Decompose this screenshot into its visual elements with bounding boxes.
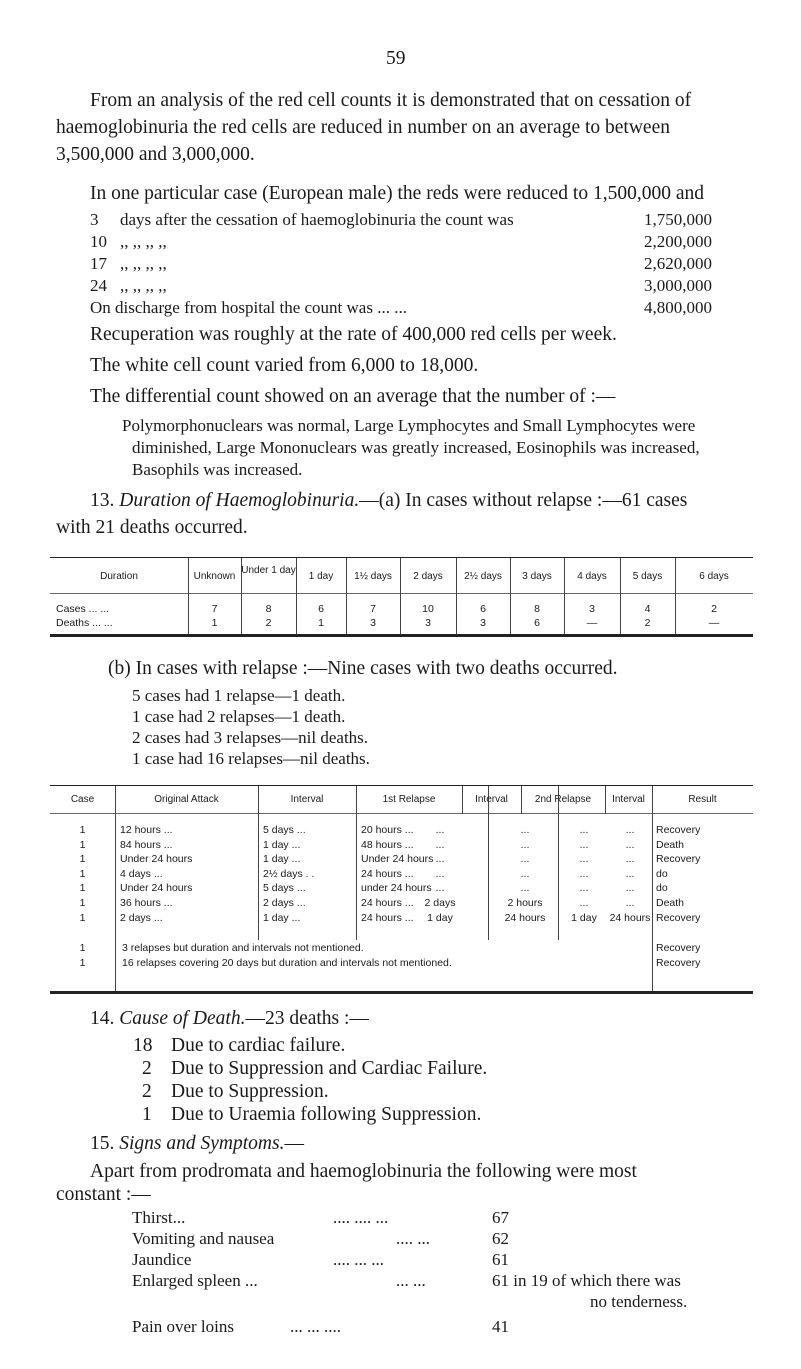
table2-cell: Under 24 hours (361, 853, 434, 866)
table2-cell: 1 day ... (263, 853, 301, 866)
case-row-value: 2,620,000 (644, 254, 712, 273)
table2-note: 16 relapses covering 20 days but duration and intervals not mentioned. (122, 956, 452, 969)
section-15-rest: — (284, 1133, 304, 1154)
table1-cell: 2 (265, 617, 272, 629)
table2-cell: ... (520, 853, 530, 866)
table2-cell: under 24 hours (361, 882, 432, 895)
symptom-value: 61 in 19 of which there was (492, 1271, 681, 1290)
table2-cell: Recovery (656, 824, 701, 836)
table2-cell: Under 24 hours (120, 853, 193, 866)
table2-cell: ... (579, 838, 589, 851)
table2-cell: 5 days ... (263, 882, 306, 895)
table2-header: Result (688, 794, 717, 805)
section-13-heading (90, 490, 687, 512)
symptom-label: Enlarged spleen ... (132, 1271, 258, 1290)
page-number: 59 (386, 48, 406, 69)
table2-cell: Death (656, 897, 685, 909)
symptom-label: Jaundice (132, 1250, 192, 1269)
table2-cell: 1 day ... (263, 838, 301, 851)
table2-cell: 1 (79, 911, 86, 924)
table1-cell: 6 (318, 603, 324, 615)
table2-header: Original Attack (154, 794, 219, 805)
table2-cell: Recovery (656, 942, 701, 954)
table2-cell: 4 days ... (120, 867, 163, 880)
table1-header: Under 1 day (241, 565, 296, 576)
table2-cell: Recovery (656, 853, 701, 866)
table1-cell: 1 (318, 617, 324, 629)
case-row-day: 3 (90, 210, 99, 229)
table1-header: 5 days (632, 571, 663, 582)
table2-cell: ... (579, 882, 589, 895)
table1-header-duration: Duration (100, 571, 138, 582)
section-15-line-2: constant :— (56, 1184, 151, 1205)
section-15-number: 15. (90, 1133, 115, 1154)
table2-cell: 1 (79, 956, 86, 969)
case-row-value: 3,000,000 (644, 276, 712, 295)
table2-cell: ... (435, 838, 445, 851)
table1-cell: 8 (265, 603, 272, 615)
intro-line-1: From an analysis of the red cell counts it is demonstrated that on cessation of (90, 90, 692, 111)
table1-row-label-deaths: Deaths ... ... (56, 617, 113, 629)
table2-cell: 2 hours (507, 897, 543, 909)
table1-cell: 7 (370, 603, 376, 615)
table1-cell: 3 (480, 617, 486, 629)
relapse-item: 1 case had 16 relapses—nil deaths. (132, 749, 370, 768)
table2-cell: 36 hours ... (120, 897, 173, 909)
table1-header: 4 days (577, 571, 607, 582)
symptom-value: 67 (492, 1208, 509, 1227)
table1-cell: 3 (589, 603, 595, 615)
table2-cell: ... (579, 867, 589, 880)
case-discharge-text: On discharge from hospital the count was ... ... (90, 298, 407, 317)
table1-cell: 6 (480, 603, 486, 615)
section-14-heading (90, 1008, 369, 1030)
symptom-dots: .... .... ... (333, 1208, 389, 1227)
section-15-line-1: Apart from prodromata and haemoglobinuria the following were most (90, 1161, 637, 1182)
table1-cell: 7 (211, 603, 218, 615)
table2-cell: 84 hours ... (120, 838, 173, 851)
table2-cell: 2½ days . . (263, 867, 315, 880)
symptom-label: Vomiting and nausea (132, 1229, 275, 1248)
section-13-rest: —(a) In cases without relapse :—61 cases (359, 490, 688, 511)
table2-cell: 24 hours (504, 911, 546, 924)
table2-header: Interval (612, 794, 645, 805)
table2-cell: Death (656, 838, 685, 851)
table2-cell: 1 (79, 882, 86, 895)
table1-header: 3 days (522, 571, 552, 582)
table2-cell: ... (625, 853, 635, 866)
table2-cell: 1 (79, 824, 86, 836)
table2-cell: ... (579, 897, 589, 909)
poly-line-2: diminished, Large Mononuclears was greatly increased, Eosinophils was increased, (132, 438, 700, 457)
table2-cell: ... (625, 824, 635, 836)
white-cell-text: The white cell count varied from 6,000 to 18,000. (90, 355, 479, 376)
table2-cell: 24 hours ... (361, 897, 414, 909)
table2-header-case: Case (70, 794, 95, 805)
table1-cell: 10 (422, 603, 434, 615)
cause-text: Due to Suppression and Cardiac Failure. (171, 1058, 488, 1079)
table2-cell: 1 day ... (263, 911, 301, 924)
table2-cell: ... (625, 867, 635, 880)
table1-row-label-cases: Cases ... ... (56, 603, 110, 615)
section-15-heading (90, 1133, 304, 1155)
section-13-line-2: with 21 deaths occurred. (56, 517, 248, 538)
cause-text: Due to cardiac failure. (171, 1035, 346, 1056)
table1-cell: 1 (211, 617, 218, 629)
symptom-dots: .... ... (396, 1229, 430, 1248)
section-14-number: 14. (90, 1008, 115, 1029)
table1-cell: 2 (711, 603, 717, 615)
relapse-item: 1 case had 2 relapses—1 death. (132, 707, 346, 726)
case-row-text: days after the cessation of haemoglobinuria the count was (120, 210, 514, 229)
table1-header: 2 days (413, 571, 443, 582)
table2-cell: do (656, 882, 668, 895)
table2-cell: ... (520, 867, 530, 880)
table1-header: 1 day (308, 571, 334, 582)
table2-cell: Recovery (656, 911, 701, 924)
table2-cell: ... (625, 838, 635, 851)
table1-cell: 2 (644, 617, 651, 629)
relapse-item: 5 cases had 1 relapse—1 death. (132, 686, 346, 705)
table2-cell: ... (435, 853, 445, 866)
table2-cell: ... (520, 838, 530, 851)
table1-cell: — (586, 617, 598, 629)
table2-header: 1st Relapse (382, 794, 436, 805)
table2-note: 3 relapses but duration and intervals not mentioned. (122, 942, 364, 954)
table1-cell: — (708, 617, 720, 629)
table2-cell: 48 hours ... (361, 838, 414, 851)
poly-line-1: Polymorphonuclears was normal, Large Lymphocytes and Small Lymphocytes were (122, 416, 696, 435)
table2-cell: 1 (79, 853, 86, 866)
table2-cell: 1 day (427, 911, 453, 924)
intro-line-2: haemoglobinuria the red cells are reduced in number on an average to between (56, 117, 670, 138)
relapse-item: 2 cases had 3 relapses—nil deaths. (132, 728, 369, 747)
differential-text: The differential count showed on an average that the number of :— (90, 386, 616, 407)
symptom-value: 62 (492, 1229, 509, 1248)
section-14-rest: —23 deaths :— (245, 1008, 369, 1029)
table2-cell: 1 (79, 867, 86, 880)
table2-cell: 24 hours ... (361, 867, 414, 880)
symptom-value: 61 (492, 1250, 509, 1269)
case-row-day: 10 (90, 232, 107, 251)
table2-cell: ... (579, 824, 589, 836)
symptom-label: Thirst... (132, 1208, 186, 1227)
table1-header: 6 days (699, 571, 729, 582)
table2-cell: ... (520, 882, 530, 895)
table2-cell: 24 hours ... (361, 911, 414, 924)
symptom-value: 41 (492, 1317, 509, 1336)
section-13b-line: (b) In cases with relapse :—Nine cases with two deaths occurred. (108, 658, 618, 679)
case-row-ditto: ,, ,, ,, ,, (120, 254, 167, 273)
table2-header: Interval (290, 794, 324, 805)
table2-cell: ... (435, 867, 445, 880)
table2-cell: 1 (79, 942, 86, 954)
table2-cell: 2 days ... (263, 897, 306, 909)
table2-cell: ... (625, 882, 635, 895)
table2-cell: 5 days ... (263, 824, 306, 836)
section-14-title: Cause of Death. (119, 1008, 246, 1029)
table1-cell: 8 (534, 603, 540, 615)
case-row-ditto: ,, ,, ,, ,, (120, 232, 167, 251)
cause-count: 1 (142, 1104, 152, 1125)
section-13-title: Duration of Haemoglobinuria. (119, 490, 360, 511)
table1-cell: 3 (425, 617, 431, 629)
section-15-title: Signs and Symptoms. (119, 1133, 285, 1154)
table2-cell: do (656, 867, 668, 880)
cause-text: Due to Uraemia following Suppression. (171, 1104, 482, 1125)
table2-cell: Recovery (656, 956, 701, 969)
table2-cell: 20 hours ... (361, 824, 414, 836)
table1-header: 2½ days (464, 571, 502, 582)
cause-count: 18 (133, 1035, 153, 1056)
table2-cell: 2 days ... (120, 911, 163, 924)
case-row-value: 2,200,000 (644, 232, 712, 251)
table1-cell: 3 (370, 617, 376, 629)
table2-header: 2nd Relapse (534, 794, 592, 805)
table2-cell: 1 (79, 838, 86, 851)
case-discharge-value: 4,800,000 (644, 298, 712, 317)
poly-line-3: Basophils was increased. (132, 460, 303, 479)
cause-text: Due to Suppression. (171, 1081, 329, 1102)
section-13-number: 13. (90, 490, 115, 511)
table2-cell: 12 hours ... (120, 824, 173, 836)
symptom-dots: .... ... ... (333, 1250, 384, 1269)
table2-cell: Under 24 hours (120, 882, 193, 895)
table2-cell: ... (520, 824, 530, 836)
symptom-dots: ... ... .... (290, 1317, 341, 1336)
table1-cell: 4 (644, 603, 651, 615)
case-row-day: 24 (90, 276, 107, 295)
case-row-day: 17 (90, 254, 107, 273)
table2-cell: ... (625, 897, 635, 909)
table2-cell: ... (435, 824, 445, 836)
cause-count: 2 (142, 1058, 152, 1079)
symptom-label: Pain over loins (132, 1317, 234, 1336)
cause-count: 2 (142, 1081, 152, 1102)
case-row-ditto: ,, ,, ,, ,, (120, 276, 167, 295)
table2-cell: 1 day (571, 911, 597, 924)
symptom-note: no tenderness. (590, 1292, 688, 1311)
intro-line-3: 3,500,000 and 3,000,000. (56, 144, 255, 165)
recuperation-text: Recuperation was roughly at the rate of 400,000 red cells per week. (90, 324, 617, 345)
symptom-dots: ... ... (396, 1271, 426, 1290)
table2-header: Interval (475, 794, 508, 805)
table2-cell: ... (435, 882, 445, 895)
table1-header: 1½ days (354, 571, 392, 582)
table2-cell: 24 hours (609, 911, 651, 924)
case-row-value: 1,750,000 (644, 210, 712, 229)
table2-cell: ... (579, 853, 589, 866)
table2-cell: 2 days (424, 897, 456, 909)
table1-cell: 6 (534, 617, 540, 629)
case-para-line-1: In one particular case (European male) the reds were reduced to 1,500,000 and (90, 183, 704, 204)
table2-cell: 1 (79, 897, 86, 909)
table1-header: Unknown (193, 571, 236, 582)
